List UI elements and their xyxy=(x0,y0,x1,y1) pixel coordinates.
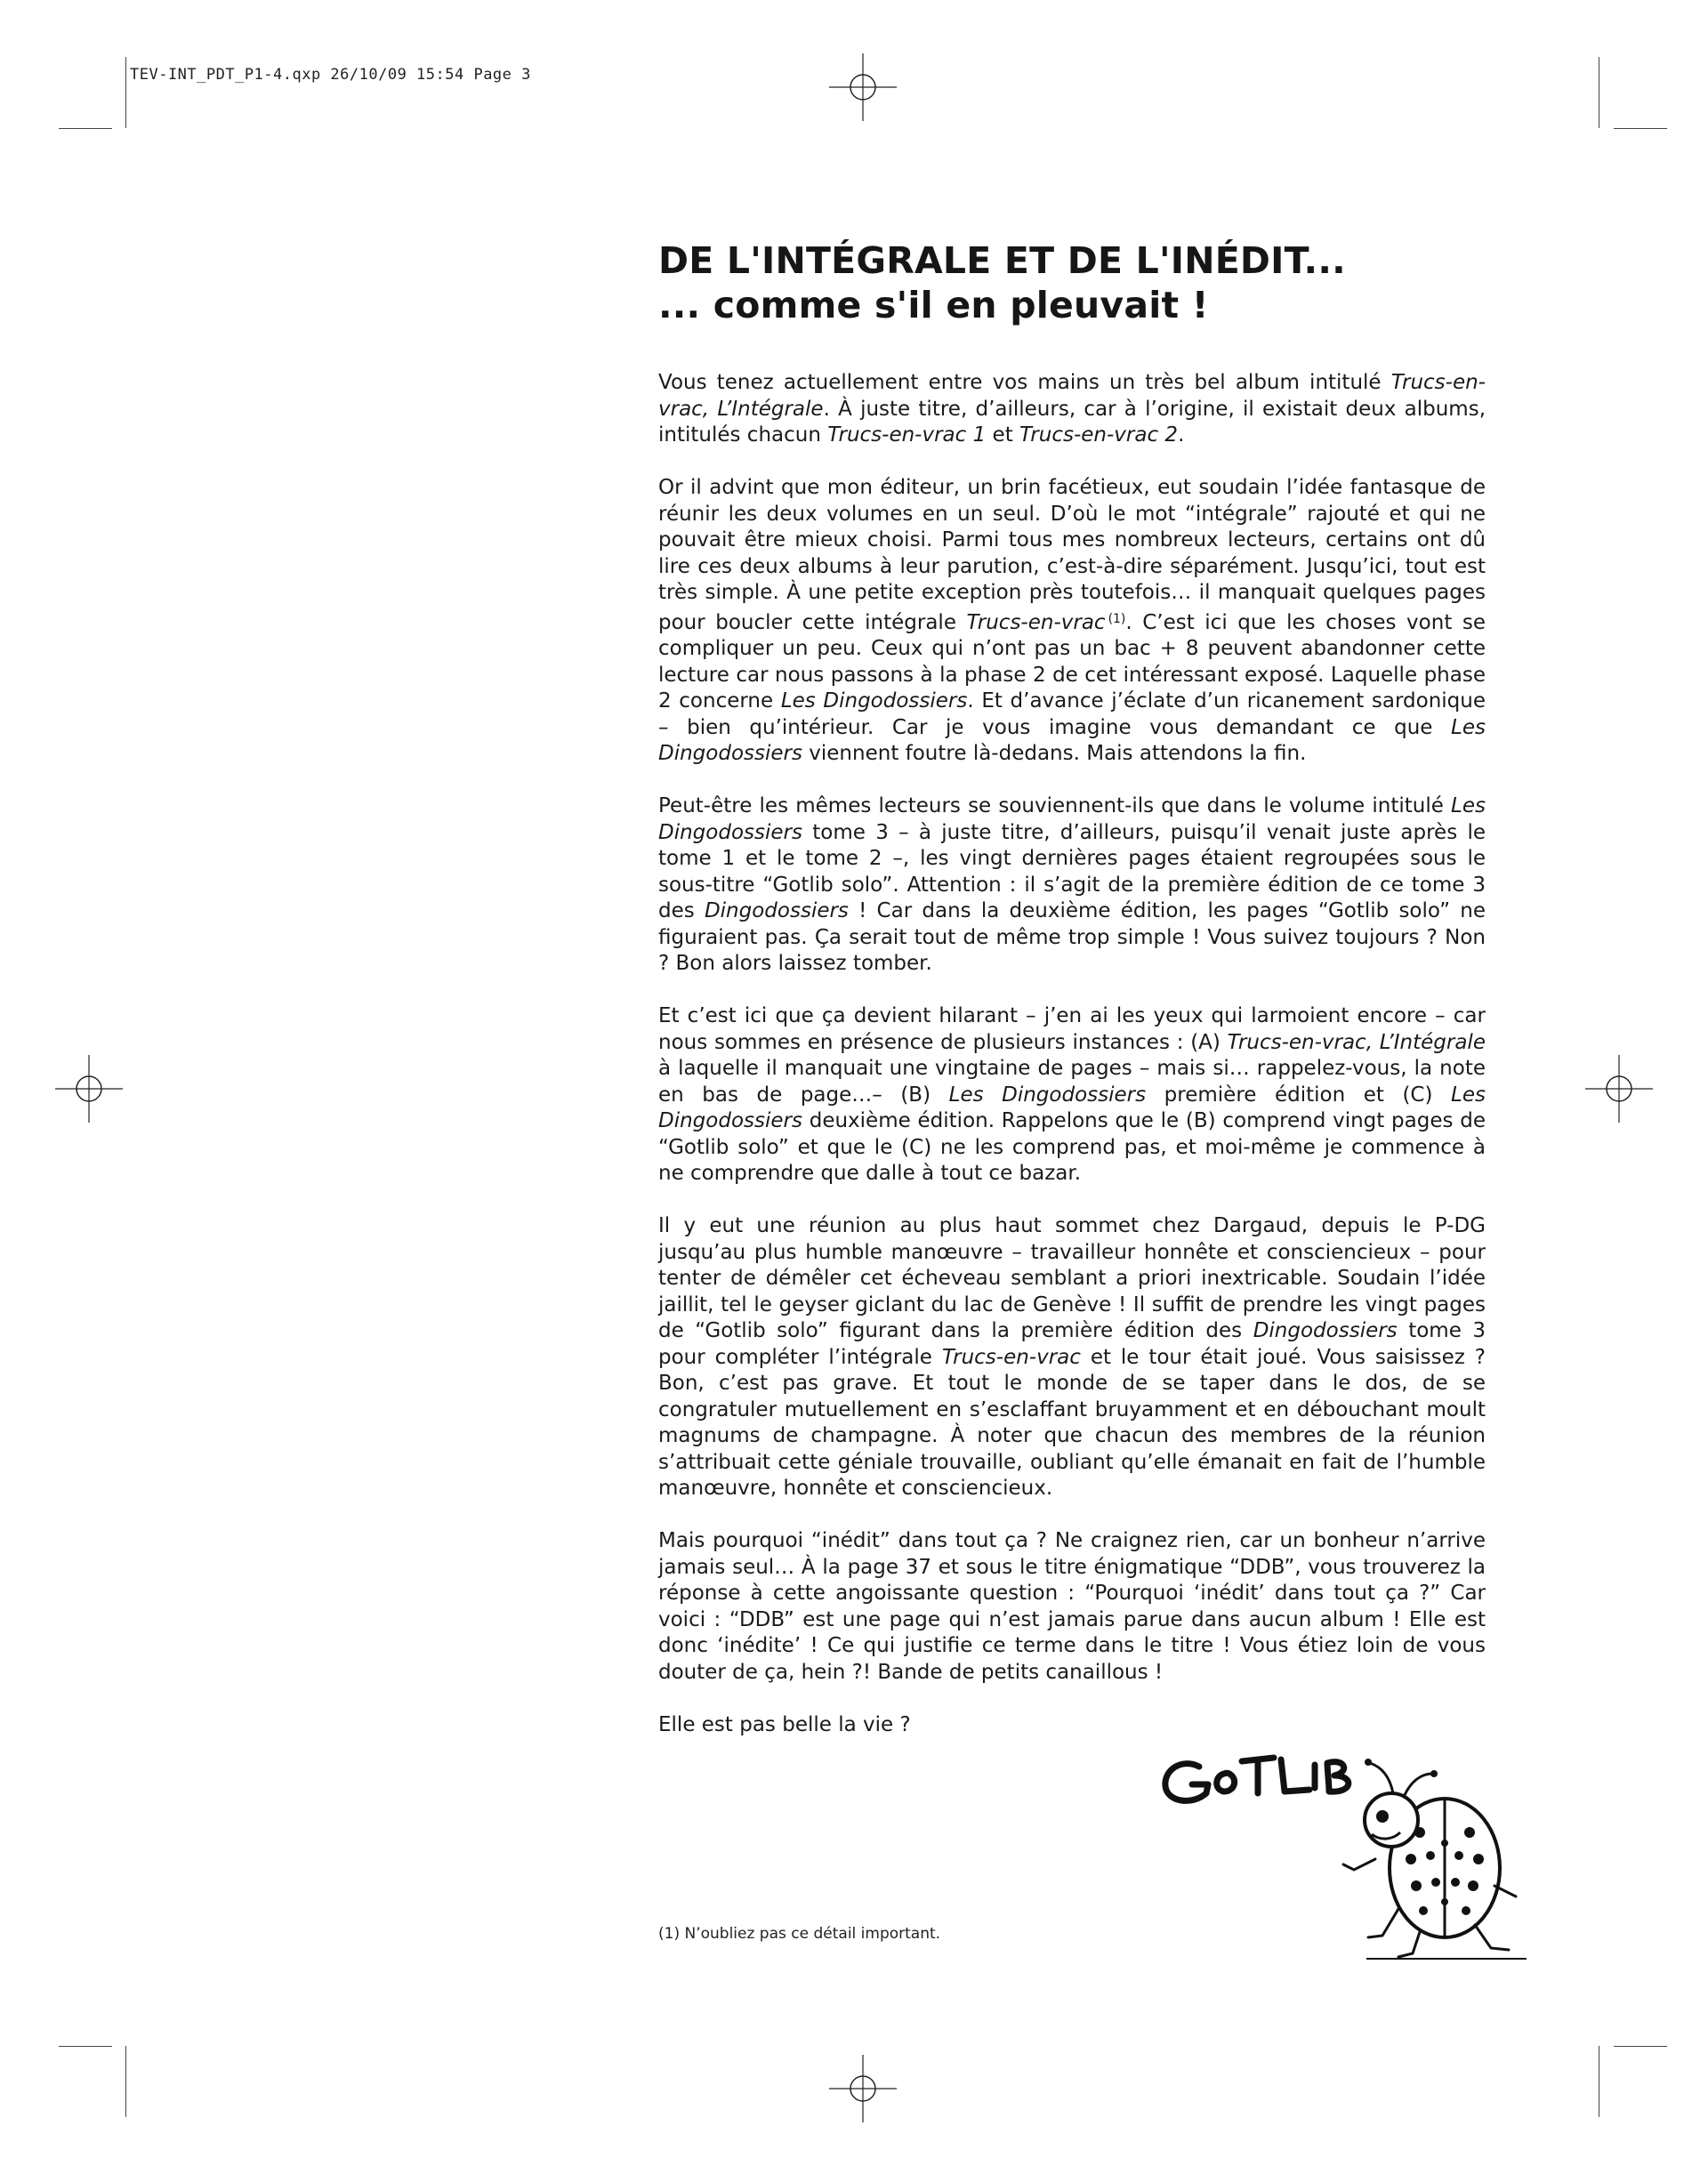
italic-title: Trucs-en-vrac, L’Intégrale xyxy=(1227,1030,1486,1054)
text-run: viennent foutre là-dedans. Mais attendons la fin. xyxy=(802,742,1307,765)
text-run: Elle est pas belle la vie ? xyxy=(658,1712,911,1736)
gotlib-signature-illustration xyxy=(1153,1735,1553,1966)
crop-mark-top-left-v xyxy=(125,57,126,128)
article xyxy=(658,238,1486,1738)
text-run: Mais pourquoi “inédit” dans tout ça ? Ne craignez rien, car un bonheur n’arrive jamais seul… À la page 37 et sous le titre énigmatique “DDB”, vous trouverez la réponse à cette angoissante question : “Pourquoi ‘inédit’ dans tout ça ?” Car voici : “DDB” est une page qui n’est jamais parue dans aucun album ! Elle est donc ‘inédite’ ! Ce qui justifie ce terme dans le titre ! Vous étiez loin de vous douter de ça, hein ?! Bande de petits canaillous ! xyxy=(658,1529,1486,1684)
paragraph-2 xyxy=(658,475,1486,768)
italic-title: Les Dingodossiers xyxy=(948,1083,1147,1107)
crop-mark-bottom-left-h xyxy=(59,2046,112,2047)
italic-title: Les Dingodossiers xyxy=(780,689,968,713)
registration-mark-bottom xyxy=(829,2055,897,2122)
text-run: première édition et (C) xyxy=(1146,1083,1452,1107)
italic-title: Les Dingodossiers xyxy=(658,1083,1486,1132)
text-run: Il y eut une réunion au plus haut sommet chez Dargaud, depuis le P-DG jusqu’au plus humble manœuvre – travailleur honnête et consciencieux – pour tenter de démêler cet écheveau semblant a priori inextricable. Soudain l’idée jaillit, tel le geyser giclant du lac de Genève ! Il suffit de prendre les vingt pages de “Gotlib solo” figurant dans la première édition des xyxy=(658,1214,1486,1342)
italic-title: Trucs-en-vrac 1 xyxy=(827,423,987,447)
italic-title: Dingodossiers xyxy=(1253,1319,1398,1342)
paragraph-4 xyxy=(658,1003,1486,1188)
italic-title: Trucs-en-vrac xyxy=(941,1345,1081,1369)
text-run: . C’est ici que les choses vont se compliquer un peu. Ceux qui n’ont pas un bac + 8 peuvent abandonner cette lecture car nous passons à la phase 2 de cet intéressant exposé. Laquelle phase 2 concerne xyxy=(658,610,1486,713)
paragraph-1 xyxy=(658,370,1486,449)
text-run: tome 3 pour compléter l’intégrale xyxy=(658,1319,1486,1369)
italic-title: Trucs-en-vrac xyxy=(966,610,1106,634)
text-run: Or il advint que mon éditeur, un brin facétieux, eut soudain l’idée fantasque de réunir les deux volumes en un seul. D’où le mot “intégrale” rajouté et qui ne pouvait être mieux choisi. Parmi tous mes nombreux lecteurs, certains ont dû lire ces deux albums à leur parution, c’est-à-dire séparément. Jusqu’ici, tout est très simple. À une petite exception près toutefois… il manquait quelques pages pour boucler cette intégrale xyxy=(658,476,1486,634)
title-line-2: ... comme s'il en pleuvait ! xyxy=(658,284,1209,326)
ladybug-drawing xyxy=(1153,1735,1553,1966)
italic-title: Les Dingodossiers xyxy=(658,794,1486,844)
text-run: . xyxy=(1178,423,1185,447)
text-run: et xyxy=(986,423,1020,447)
paragraph-3 xyxy=(658,793,1486,978)
text-run: tome 3 – à juste titre, d’ailleurs, puisqu’il venait juste après le tome 1 et le tome 2 –, les vingt dernières pages étaient regroupées sous le sous-titre “Gotlib solo”. Attention : il s’agit de la première édition de ce tome 3 des xyxy=(658,820,1486,922)
text-run: Et c’est ici que ça devient hilarant – j’en ai les yeux qui larmoient encore – car nous sommes en présence de plusieurs instances : (A) xyxy=(658,1004,1486,1054)
text-run: . À juste titre, d’ailleurs, car à l’origine, il existait deux albums, intitulés chacun xyxy=(658,397,1486,447)
text-run: ! Car dans la deuxième édition, les pages “Gotlib solo” ne figuraient pas. Ça serait tout de même trop simple ! Vous suivez toujours ? Non ? Bon alors laissez tomber. xyxy=(658,899,1486,975)
print-slug: TEV-INT_PDT_P1-4.qxp 26/10/09 15:54 Page 3 xyxy=(130,66,531,84)
italic-title: Trucs-en-vrac, L’Intégrale xyxy=(658,371,1486,421)
text-run: Peut-être les mêmes lecteurs se souviennent-ils que dans le volume intitulé xyxy=(658,794,1452,817)
registration-mark-left xyxy=(55,1055,123,1123)
text-run: . Et d’avance j’éclate d’un ricanement sardonique – bien qu’intérieur. Car je vous imagine vous demandant ce que xyxy=(658,689,1486,739)
text-run: et le tour était joué. Vous saisissez ? Bon, c’est pas grave. Et tout le monde de se taper dans le dos, de se congratuler mutuellement en s’esclaffant bruyamment et en débouchant moult magnums de champagne. À noter que chacun des membres de la réunion s’attribuait cette géniale trouvaille, oubliant qu’elle émanait en fait de l’humble manœuvre, honnête et consciencieux. xyxy=(658,1345,1486,1500)
italic-title: Trucs-en-vrac 2 xyxy=(1019,423,1179,447)
title-line-1: DE L'INTÉGRALE ET DE L'INÉDIT... xyxy=(658,239,1346,282)
registration-mark-right xyxy=(1585,1055,1653,1123)
text-run: deuxième édition. Rappelons que le (B) comprend vingt pages de “Gotlib solo” et que le (C) ne les comprend pas, et moi-même je commence à ne comprendre que dalle à tout ce bazar. xyxy=(658,1109,1486,1185)
text-run: à laquelle il manquait une vingtaine de pages – mais si… rappelez-vous, la note en bas de page…– (B) xyxy=(658,1057,1486,1107)
crop-mark-top-right-h xyxy=(1614,128,1667,129)
footnote-reference: (1) xyxy=(1108,611,1126,626)
crop-mark-bottom-right-h xyxy=(1614,2046,1667,2047)
article-body xyxy=(658,370,1486,1738)
italic-title: Les Dingodossiers xyxy=(658,715,1486,765)
page-title xyxy=(658,238,1486,327)
paragraph-6 xyxy=(658,1528,1486,1686)
paragraph-5 xyxy=(658,1213,1486,1502)
text-run: Vous tenez actuellement entre vos mains un très bel album intitulé xyxy=(658,371,1391,394)
italic-title: Dingodossiers xyxy=(704,899,849,922)
crop-mark-top-left-h xyxy=(59,128,112,129)
registration-mark-top xyxy=(829,53,897,121)
crop-mark-bottom-left-v xyxy=(125,2046,126,2117)
footnote: (1) N’oubliez pas ce détail important. xyxy=(658,1925,941,1943)
